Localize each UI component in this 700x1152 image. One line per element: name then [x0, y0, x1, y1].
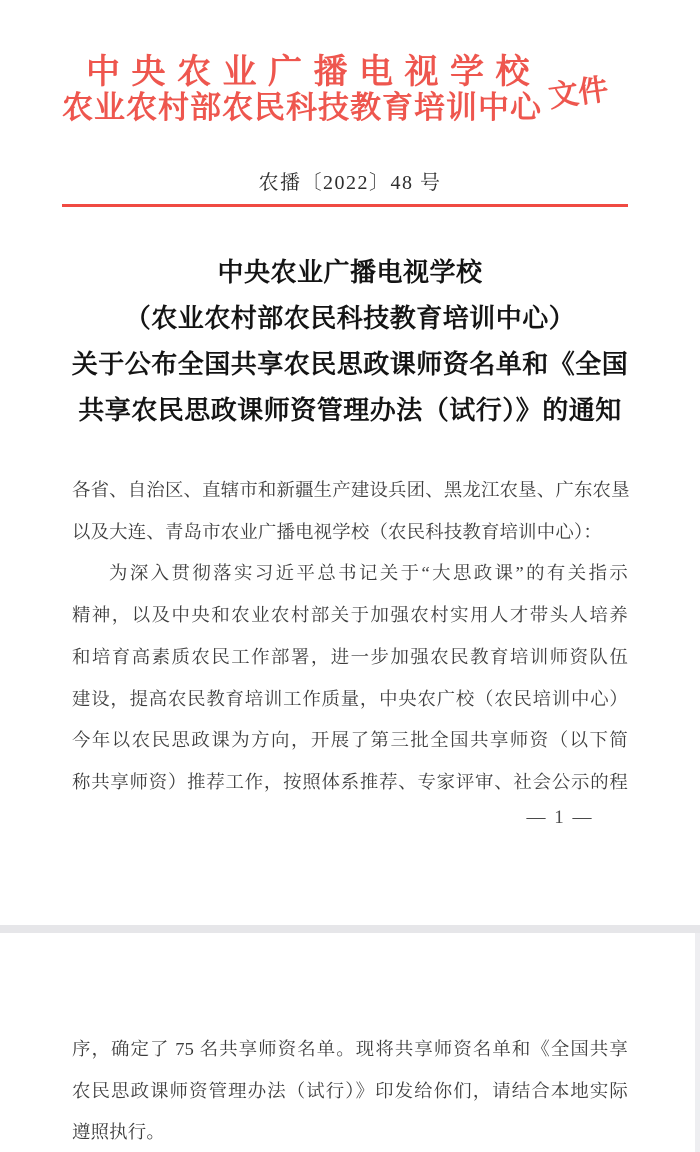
body-line: 精神，以及中央和农业农村部关于加强农村实用人才带头人培养: [72, 605, 628, 626]
document-title: [50, 250, 650, 434]
body-line: 今年以农民思政课为方向，开展了第三批全国共享师资（以下简: [72, 730, 628, 751]
scan-right-edge-shadow: [695, 933, 700, 1152]
body-line: 农民思政课师资管理办法（试行）》印发给你们，请结合本地实际: [72, 1080, 628, 1101]
body-line: 以及大连、青岛市农业广播电视学校（农民科技教育培训中心）：: [72, 521, 602, 542]
body-line: 称共享师资）推荐工作，按照体系推荐、专家评审、社会公示的程: [72, 771, 628, 792]
body-line: 遵照执行。: [72, 1122, 165, 1143]
title-line: （农业农村部农民科技教育培训中心）: [124, 304, 576, 333]
page-number: — 1 —: [526, 807, 594, 828]
document-reference-number: 农播〔2022〕48 号: [258, 172, 442, 194]
body-line: 和培育高素质农民工作部署，进一步加强农民教育培训师资队伍: [72, 646, 628, 667]
letterhead-org-name-line1: 中央农业广播电视学校: [86, 54, 541, 91]
red-separator-rule: [62, 204, 628, 207]
page-break-band: [0, 925, 700, 933]
title-line: 中央农业广播电视学校: [217, 258, 483, 287]
letterhead-document-label: 文件: [546, 72, 611, 114]
body-text-page1: [72, 470, 628, 804]
body-line: 为深入贯彻落实习近平总书记关于“大思政课”的有关指示: [109, 563, 628, 584]
body-text-page2: [72, 1029, 628, 1152]
body-line: 序，确定了 75 名共享师资名单。现将共享师资名单和《全国共享: [72, 1039, 628, 1059]
title-line: 共享农民思政课师资管理办法（试行）》的通知: [78, 396, 622, 425]
body-line: 建设，提高农民教育培训工作质量，中央农广校（农民培训中心）: [72, 688, 628, 709]
body-line: 各省、自治区、直辖市和新疆生产建设兵团、黑龙江农垦、广东农垦: [72, 480, 630, 500]
letterhead-org-name-line2: 农业农村部农民科技教育培训中心: [62, 90, 542, 125]
title-line: 关于公布全国共享农民思政课师资名单和《全国: [71, 350, 629, 379]
